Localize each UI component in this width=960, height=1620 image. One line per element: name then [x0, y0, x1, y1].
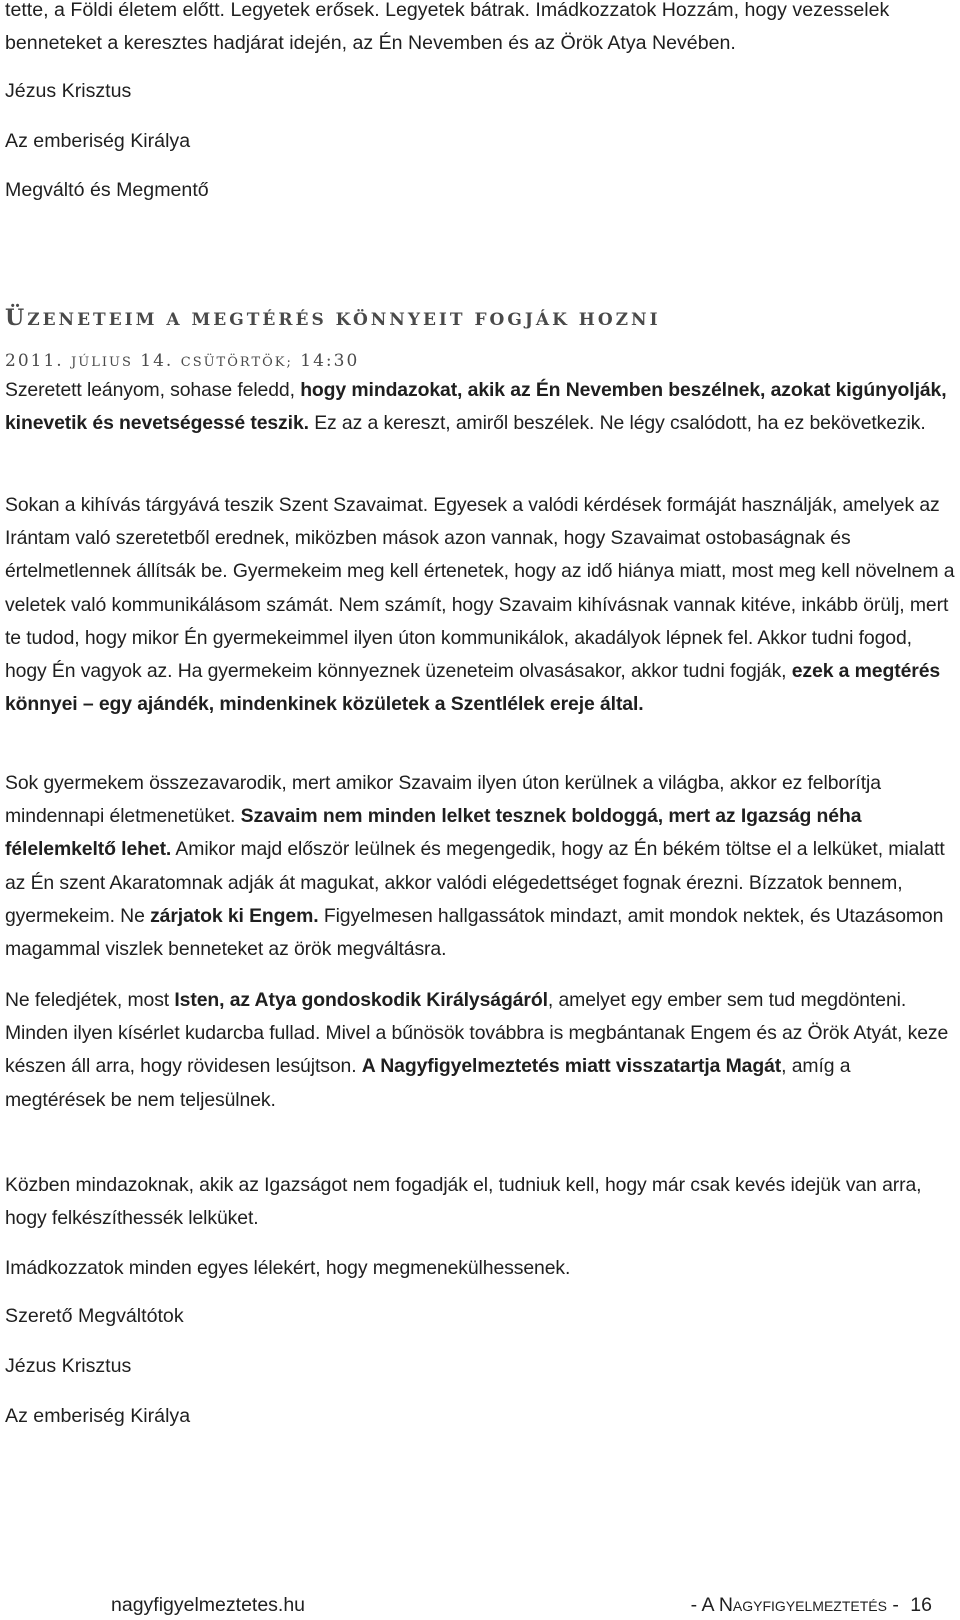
message-date — [5, 348, 359, 376]
date-month: JÚLIUS — [71, 355, 133, 370]
signature-top-title: Az emberiség Királya — [5, 130, 191, 152]
date-weekday: CSÜTÖRTÖK; — [180, 355, 293, 370]
date-year: 2011. — [5, 351, 64, 371]
heading-rest: ZENETEIM A MEGTÉRÉS KÖNNYEIT FOGJÁK HOZNI — [27, 310, 661, 330]
p3-text-a: Sok gyermekem összezavarodik, mert amikor Szavaim ilyen úton kerülnek a világba, akkor ez felborítja mindennapi életmenetüket. — [5, 772, 881, 828]
intro-paragraph — [5, 0, 955, 60]
footer-page-label — [691, 1593, 932, 1618]
p4-text-e: , amíg a megtérések be nem teljesülnek. — [5, 1055, 851, 1111]
intro-line-2: benneteket a keresztes hadjárat idején, az Én Nevemben és az Örök Atya Nevében. — [5, 32, 736, 54]
p3-bold-1: Szavaim nem minden lelket tesznek boldoggá, mert az Igazság néha félelemkeltő lehet. — [5, 805, 862, 861]
footer-prefix: - A — [690, 1594, 719, 1616]
p1-text-a: Szeretett leányom, sohase feledd, — [5, 379, 301, 401]
heading-initial: Ü — [5, 305, 28, 331]
footer-separator: - — [886, 1594, 905, 1616]
p3-text-c: Amikor majd először leülnek és megengedik, hogy az Én békém töltse el a lelküket, mialatt az Én szent Akaratomnak adják át magukat, akkor valódi elégedettséget fognak érezni. Bízzatok bennem, gyermekeim. Ne — [5, 838, 945, 927]
paragraph-3 — [5, 767, 955, 966]
p1-bold: hogy mindazokat, akik az Én Nevemben beszélnek, azokat kigúnyolják, kinevetik és nevetségessé teszik. — [5, 379, 947, 435]
p4-bold-2: A Nagyfigyelmeztetés miatt visszatartja Magát — [361, 1055, 782, 1078]
p3-bold-2: zárjatok ki Engem. — [150, 904, 319, 927]
footer-title-rest: AGYFIGYELMEZTETÉS — [732, 1598, 887, 1614]
footer-title-cap: N — [718, 1594, 733, 1616]
paragraph-4 — [5, 984, 955, 1117]
p4-bold-1: Isten, az Atya gondoskodik Királyságáról — [174, 989, 548, 1011]
paragraph-1 — [5, 374, 955, 440]
p3-text-e: Figyelmesen hallgassátok mindazt, amit mondok nektek, és Utazásomon magammal viszlek benneteket az örök megváltásra. — [5, 904, 944, 961]
p2-bold: ezek a megtérés könnyei – egy ajándék, mindenkinek közületek a Szentlélek ereje által. — [5, 660, 941, 716]
date-day: 14. — [140, 351, 174, 371]
paragraph-2 — [5, 489, 955, 721]
document-page — [5, 0, 955, 1427]
signature-bottom-line-1: Szerető Megváltótok — [5, 1305, 184, 1327]
footer-site-link[interactable]: nagyfigyelmeztetes.hu — [111, 1594, 306, 1616]
date-time: 14:30 — [300, 351, 360, 371]
signature-bottom-line-2: Jézus Krisztus — [5, 1355, 132, 1377]
intro-line-1: tette, a Földi életem előtt. Legyetek erősek. Legyetek bátrak. Imádkozzatok Hozzám, hogy vezesselek — [5, 0, 890, 21]
p2-text-a: Sokan a kihívás tárgyává teszik Szent Szavaimat. Egyesek a valódi kérdések formáját használják, amelyek az Irántam való szeretetből erednek, miközben mások azon vannak, hogy Szavaimat ostobaságnak és értelmetlennek állítsák be. Gyermekeim meg kell értenetek, hogy az idő hiánya miatt, most meg kell növelnem a veletek való kommunikálásom számát. Nem számít, hogy Szavaim kihívásnak vannak kitéve, inkább örülj, mert te tudod, hogy mikor Én gyermekeimmel ilyen úton kommunikálok, akadályok lépnek fel. Akkor tudni fogod, hogy Én vagyok az. Ha gyermekeim könnyeznek üzeneteim olvasásakor, akkor tudni fogják, — [5, 494, 955, 683]
paragraph-6: Imádkozzatok minden egyes lélekért, hogy megmenekülhessenek. — [5, 1257, 571, 1279]
section-heading — [5, 304, 661, 334]
footer-page-number: 16 — [910, 1594, 932, 1616]
signature-bottom-line-3: Az emberiség Királya — [5, 1405, 191, 1427]
p4-text-c: , amelyet egy ember sem tud megdönteni. Minden ilyen kísérlet kudarcba fullad. Mivel a bűnösök továbbra is megbántanak Engem és az Örök Atyát, keze készen áll arra, hogy rövidesen lesújtson. — [5, 989, 949, 1078]
signature-top-name: Jézus Krisztus — [5, 80, 132, 102]
signature-top-subtitle: Megváltó és Megmentő — [5, 179, 209, 201]
p1-text-c: Ez az a kereszt, amiről beszélek. Ne légy csalódott, ha ez bekövetkezik. — [308, 412, 926, 435]
p4-text-a: Ne feledjétek, most — [5, 989, 175, 1011]
paragraph-5: Közben mindazoknak, akik az Igazságot nem fogadják el, tudniuk kell, hogy már csak kevés idejük van arra, hogy felkészíthessék lelküket. — [5, 1174, 922, 1230]
